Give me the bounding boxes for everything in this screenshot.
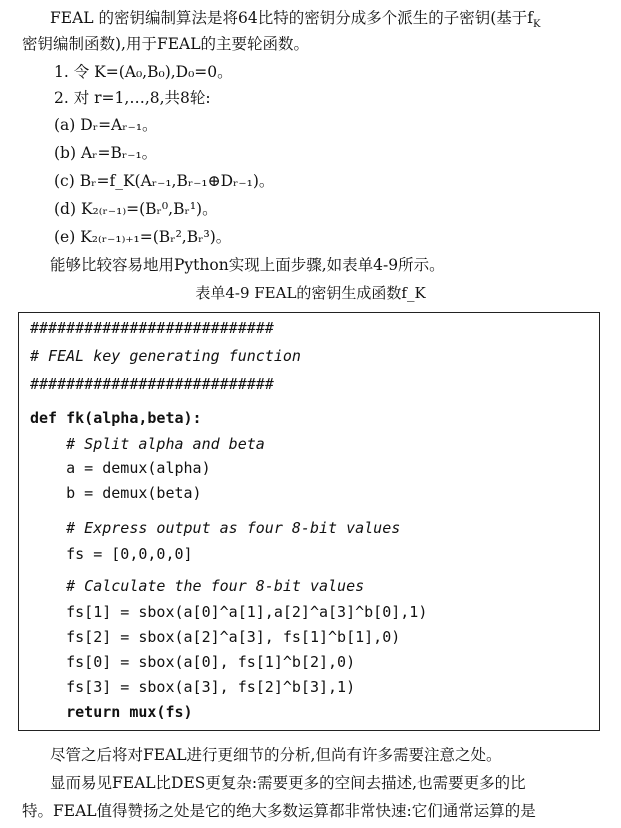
code-line: fs = [0,0,0,0]	[30, 545, 193, 563]
substep-d: (d) K₂₍ᵣ₋₁₎=(Bᵣ⁰,Bᵣ¹)。	[54, 200, 218, 218]
intro-paragraph-line2: 密钥编制函数),用于FEAL的主要轮函数。	[22, 35, 310, 53]
after-paragraph-line3: 特。FEAL值得赞扬之处是它的绝大多数运算都非常快速:它们通常运算的是	[22, 802, 536, 820]
substep-b: (b) Aᵣ=Bᵣ₋₁。	[54, 144, 158, 162]
code-line: fs[3] = sbox(a[3], fs[2]^b[3],1)	[30, 678, 356, 696]
code-line: ###########################	[30, 375, 274, 393]
code-line: return mux(fs)	[30, 703, 193, 721]
code-line: a = demux(alpha)	[30, 459, 211, 477]
code-line: def fk(alpha,beta):	[30, 409, 202, 427]
code-line: fs[2] = sbox(a[2]^a[3], fs[1]^b[1],0)	[30, 628, 401, 646]
code-line: # FEAL key generating function	[30, 347, 301, 365]
code-line: fs[1] = sbox(a[0]^a[1],a[2]^a[3]^b[0],1)	[30, 603, 428, 621]
intro-subscript: K	[533, 19, 541, 31]
after-paragraph-line2: 显而易见FEAL比DES更复杂:需要更多的空间去描述,也需要更多的比	[50, 774, 526, 792]
code-line: ###########################	[30, 319, 274, 337]
after-paragraph-line1: 尽管之后将对FEAL进行更细节的分析,但尚有许多需要注意之处。	[50, 746, 502, 764]
code-line: # Split alpha and beta	[30, 435, 265, 453]
step-1: 1. 令 K=(A₀,B₀),D₀=0。	[54, 63, 233, 81]
python-intro: 能够比较容易地用Python实现上面步骤,如表单4-9所示。	[50, 256, 445, 274]
step-2: 2. 对 r=1,…,8,共8轮:	[54, 89, 211, 107]
listing-caption: 表单4-9 FEAL的密钥生成函数f_K	[195, 284, 426, 302]
code-line: # Calculate the four 8-bit values	[30, 577, 365, 595]
intro-text: FEAL 的密钥编制算法是将64比特的密钥分成多个派生的子密钥(基于f	[50, 9, 533, 27]
code-line: fs[0] = sbox(a[0], fs[1]^b[2],0)	[30, 653, 356, 671]
substep-c: (c) Bᵣ=f_K(Aᵣ₋₁,Bᵣ₋₁⊕Dᵣ₋₁)。	[54, 172, 275, 190]
substep-a: (a) Dᵣ=Aᵣ₋₁。	[54, 116, 158, 134]
substep-e: (e) K₂₍ᵣ₋₁₎₊₁=(Bᵣ²,Bᵣ³)。	[54, 228, 232, 246]
code-line: # Express output as four 8-bit values	[30, 519, 401, 537]
code-line: b = demux(beta)	[30, 484, 202, 502]
